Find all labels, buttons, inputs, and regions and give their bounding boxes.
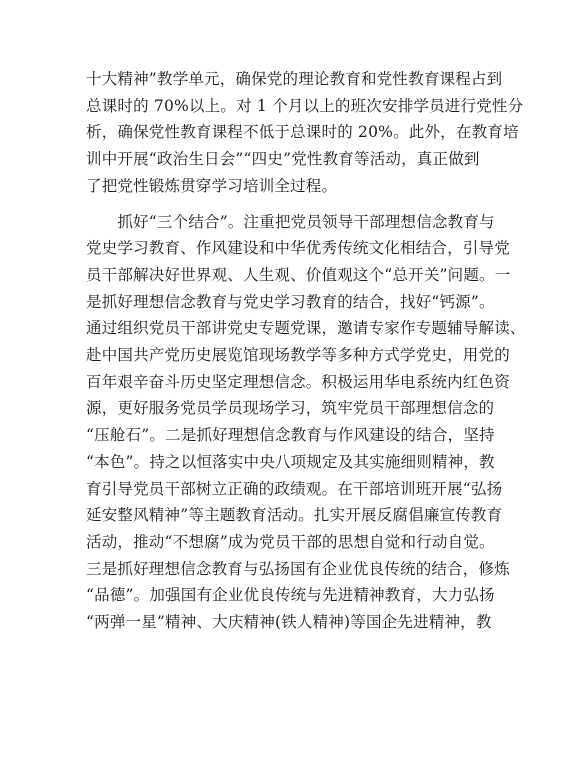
text-line: 训中开展“政治生日会”“四史”党性教育等活动，真正做到 bbox=[86, 150, 480, 169]
paragraph-1 bbox=[86, 66, 524, 200]
text-line: “压舱石”。二是抓好理想信念教育与作风建设的结合，坚持 bbox=[86, 426, 495, 445]
text-line: 赴中国共产党历史展览馆现场教学等多种方式学党史，用党的 bbox=[86, 346, 510, 365]
text-line: 源，更好服务党员学员现场学习，筑牢党员干部理想信念的 bbox=[86, 399, 495, 418]
text-line: 百年艰辛奋斗历史坚定理想信念。积极运用华电系统内红色资 bbox=[86, 372, 510, 391]
text-line: “本色”。持之以恒落实中央八项规定及其实施细则精神，教 bbox=[86, 452, 495, 471]
text-line: “品德”。加强国有企业优良传统与先进精神教育，大力弘扬 bbox=[86, 586, 495, 605]
text-line: 了把党性锻炼贯穿学习培训全过程。 bbox=[86, 176, 338, 195]
text-line: 十大精神”教学单元，确保党的理论教育和党性教育课程占到 bbox=[86, 70, 503, 88]
text-line: 育引导党员干部树立正确的政绩观。在干部培训班开展“弘扬 bbox=[86, 479, 503, 498]
paragraph-spacer bbox=[86, 200, 510, 209]
paragraph-2 bbox=[86, 209, 526, 636]
text-line: 员干部解决好世界观、人生观、价值观这个“总开关”问题。一 bbox=[86, 265, 511, 284]
text-line: 通过组织党员干部讲党史专题党课，邀请专家作专题辅导解读、 bbox=[86, 319, 526, 338]
text-line: 总课时的 70%以上。对 1 个月以上的班次安排学员进行党性分 bbox=[86, 96, 524, 115]
text-line: 活动，推动“不想腐”成为党员干部的思想自觉和行动自觉。 bbox=[86, 532, 495, 551]
text-line: 抓好“三个结合”。注重把党员领导干部理想信念教育与 bbox=[86, 212, 495, 231]
text-line: 三是抓好理想信念教育与弘扬国有企业优良传统的结合，修炼 bbox=[86, 559, 510, 578]
text-line: 是抓好理想信念教育与党史学习教育的结合，找好“钙源”。 bbox=[86, 292, 495, 311]
text-line: “两弹一星”精神、大庆精神(铁人精神)等国企先进精神，教 bbox=[86, 613, 492, 632]
text-line: 析，确保党性教育课程不低于总课时的 20%。此外，在教育培 bbox=[86, 123, 519, 142]
text-line: 党史学习教育、作风建设和中华优秀传统文化相结合，引导党 bbox=[86, 239, 510, 258]
document-body bbox=[86, 66, 526, 636]
text-line: 延安整风精神”等主题教育活动。扎实开展反腐倡廉宣传教育 bbox=[86, 506, 503, 525]
